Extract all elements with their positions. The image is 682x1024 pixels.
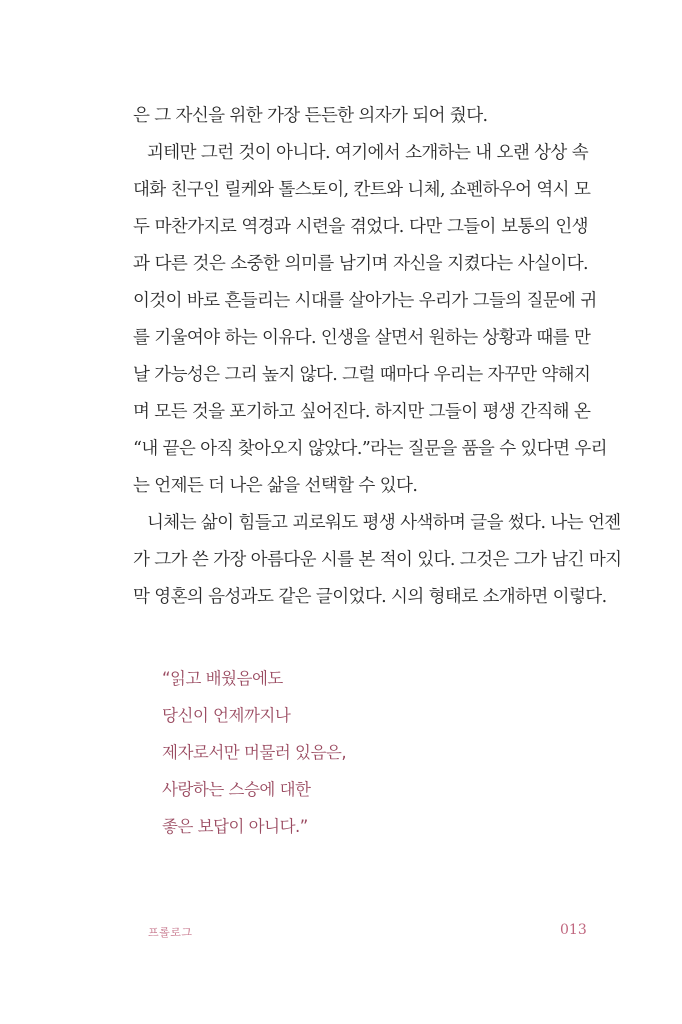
prose-line: 니체는 삶이 힘들고 괴로워도 평생 사색하며 글을 썼다. 나는 언젠 bbox=[147, 513, 621, 533]
poem-line: 좋은 보답이 아니다.” bbox=[162, 817, 308, 836]
prose-line: 과 다른 것은 소중한 의미를 남기며 자신을 지켰다는 사실이다. bbox=[133, 254, 588, 274]
poem-quote bbox=[162, 660, 562, 845]
prose-line: 는 언제든 더 나은 삶을 선택할 수 있다. bbox=[133, 476, 418, 496]
prose-line: 두 마찬가지로 역경과 시련을 겪었다. 다만 그들이 보통의 인생 bbox=[133, 217, 588, 237]
prose-line: 이것이 바로 흔들리는 시대를 살아가는 우리가 그들의 질문에 귀 bbox=[133, 291, 597, 311]
prose-line: 은 그 자신을 위한 가장 든든한 의자가 되어 줬다. bbox=[133, 106, 488, 126]
poem-line: 사랑하는 스승에 대한 bbox=[162, 780, 311, 799]
prose-line: 가 그가 쓴 가장 아름다운 시를 본 적이 있다. 그것은 그가 남긴 마지 bbox=[133, 550, 622, 570]
poem-line: 당신이 언제까지나 bbox=[162, 706, 291, 725]
prose-line: 날 가능성은 그리 높지 않다. 그럴 때마다 우리는 자꾸만 약해지 bbox=[133, 365, 591, 385]
prose-line: 괴테만 그런 것이 아니다. 여기에서 소개하는 내 오랜 상상 속 bbox=[147, 143, 588, 163]
prose-line: 대화 친구인 릴케와 톨스토이, 칸트와 니체, 쇼펜하우어 역시 모 bbox=[133, 180, 591, 200]
prose-line: 를 기울여야 하는 이유다. 인생을 살면서 원하는 상황과 때를 만 bbox=[133, 328, 591, 348]
prose-line: 며 모든 것을 포기하고 싶어진다. 하지만 그들이 평생 간직해 온 bbox=[133, 402, 591, 422]
poem-line: 제자로서만 머물러 있음은, bbox=[162, 743, 347, 762]
page-number: 013 bbox=[560, 922, 587, 938]
poem-line: “읽고 배웠음에도 bbox=[162, 669, 283, 688]
prose-line: “내 끝은 아직 찾아오지 않았다.”라는 질문을 품을 수 있다면 우리 bbox=[133, 439, 607, 459]
running-footer-section: 프롤로그 bbox=[148, 926, 193, 939]
prose-block bbox=[133, 98, 622, 616]
prose-line: 막 영혼의 음성과도 같은 글이었다. 시의 형태로 소개하면 이렇다. bbox=[133, 587, 607, 607]
